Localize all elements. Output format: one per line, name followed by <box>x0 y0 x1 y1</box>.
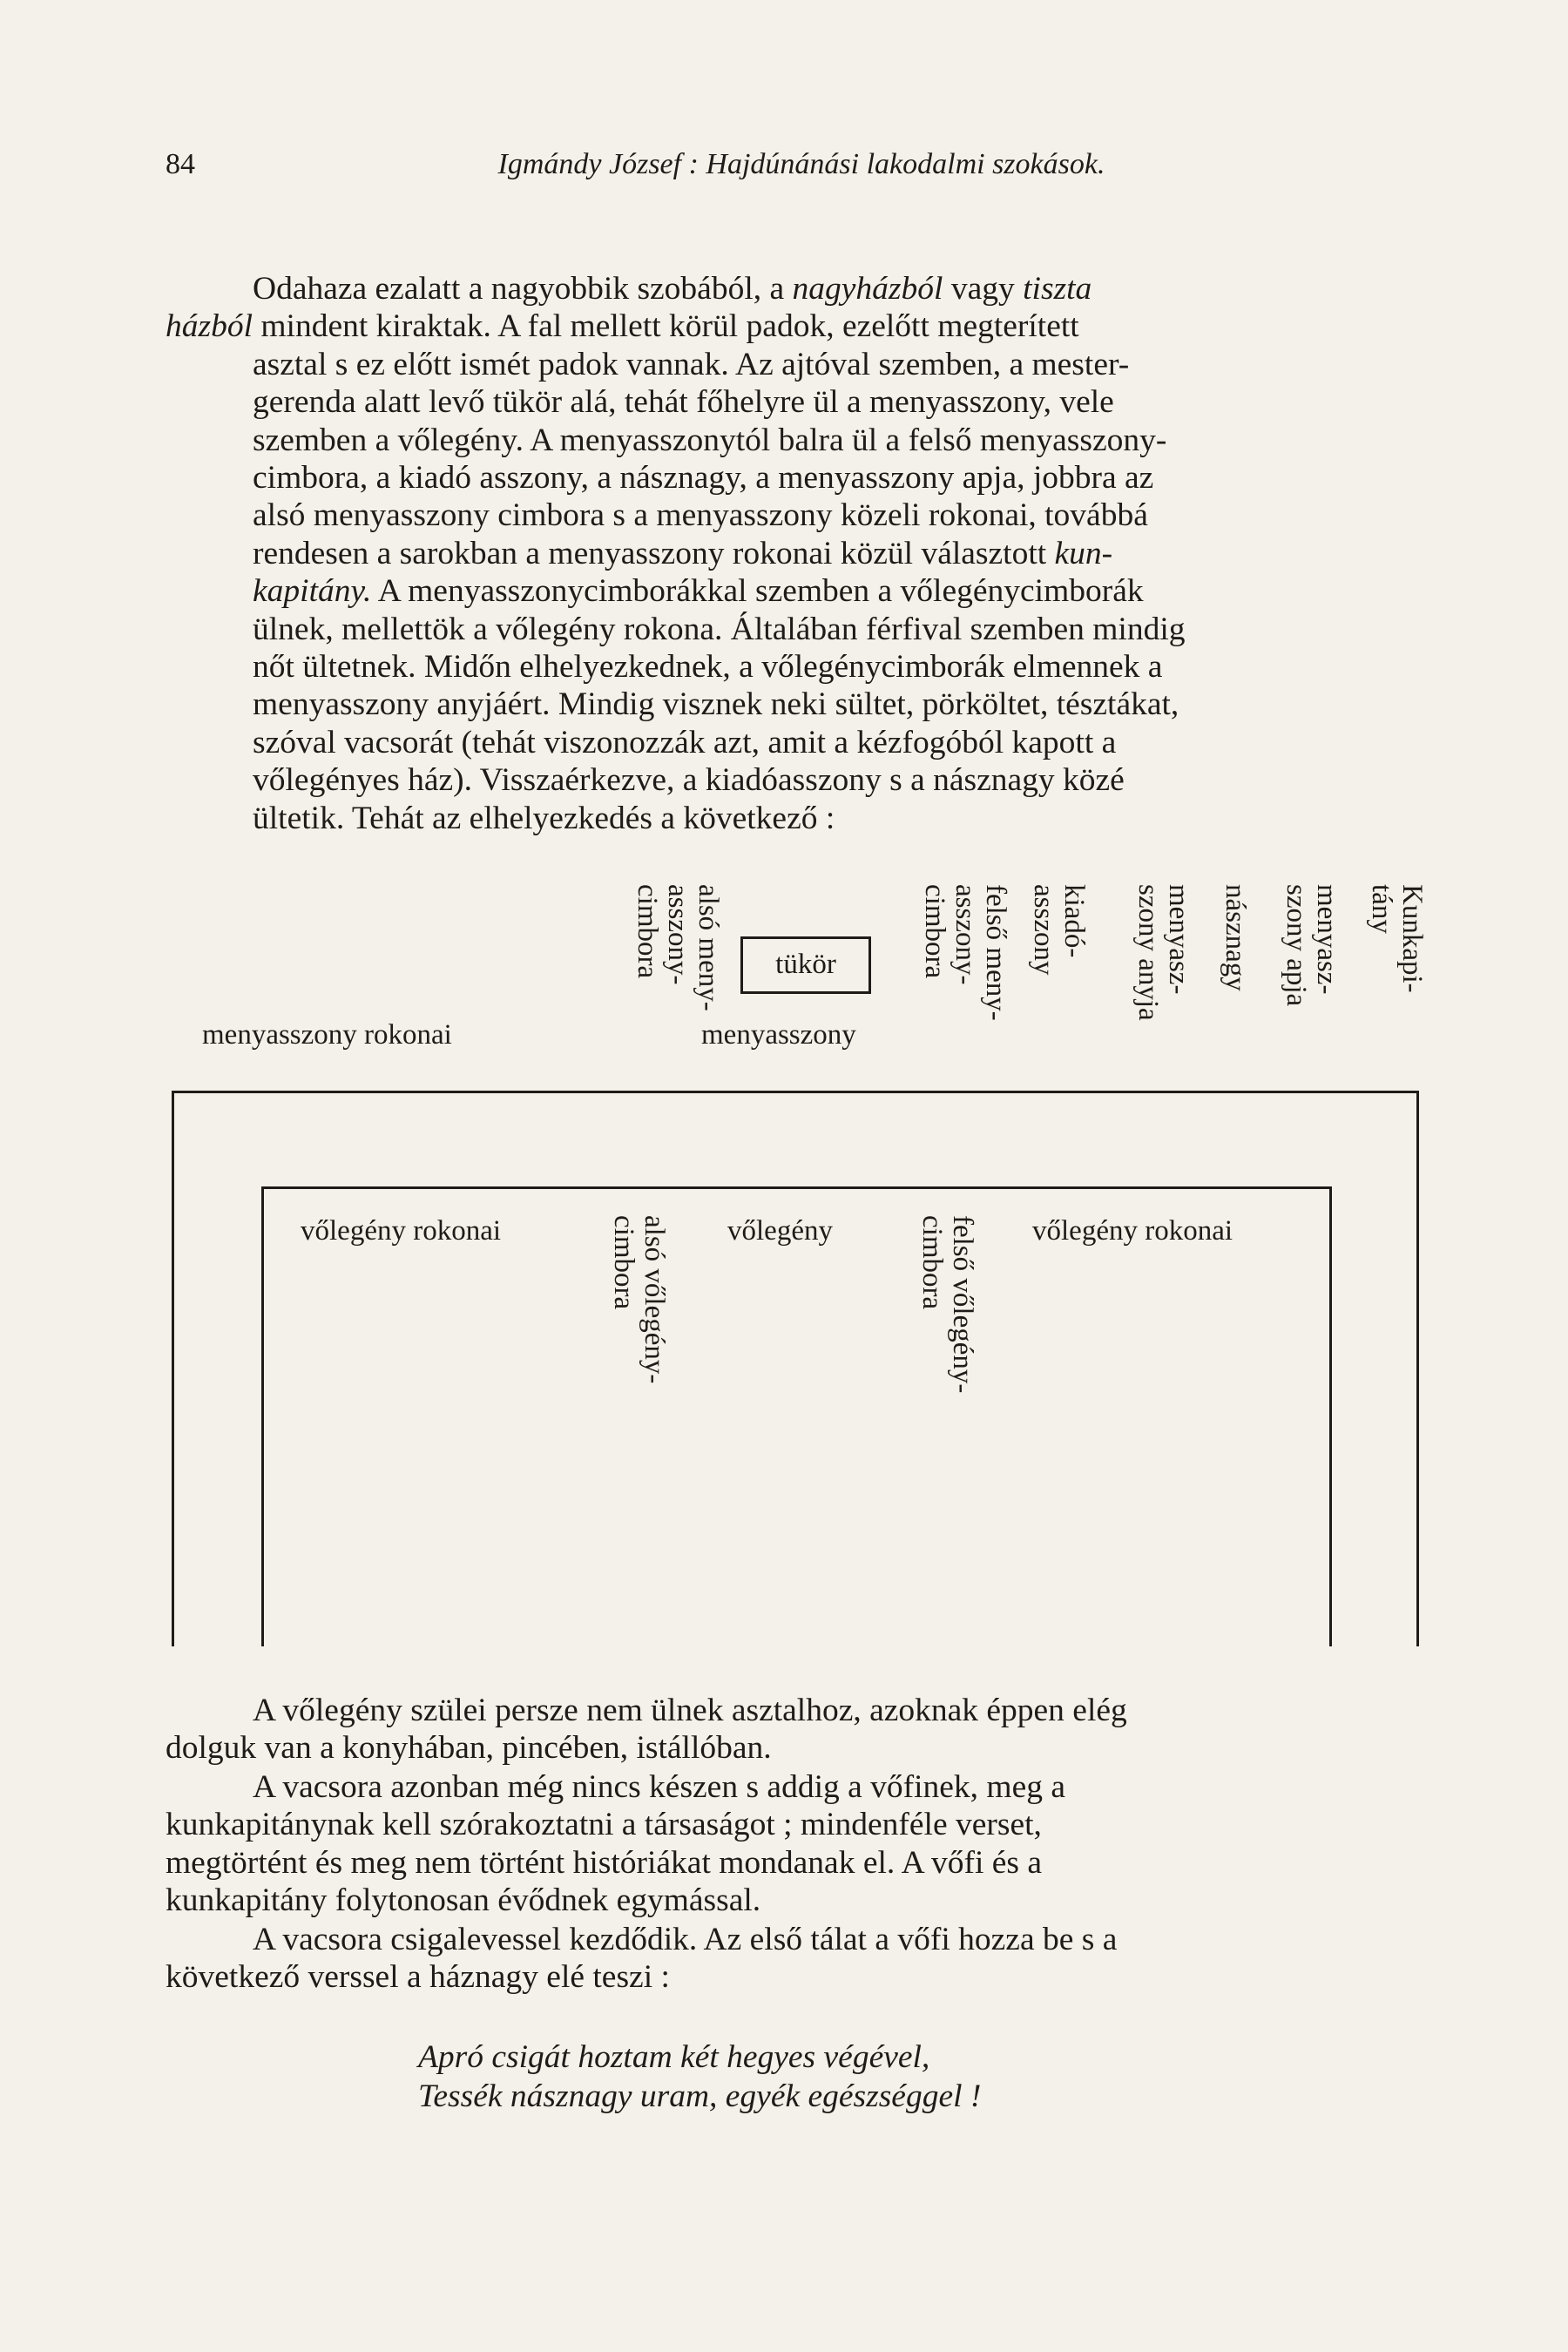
label-kunkapitany: Kunkapi- tány <box>1366 884 1428 993</box>
paragraph-soup: A vacsora csigalevessel kezdődik. Az első tálat a vőfi hozza be s a következő verssel a háznagy elé teszi : <box>166 1922 1118 1996</box>
inner-table-left <box>261 1186 264 1646</box>
label-also-menyasszony-cimbora: alsó meny- asszony- cimbora <box>632 884 724 1011</box>
label-menyasszony-anyja: menyasz- szony anyja <box>1132 884 1194 1021</box>
inner-table-top <box>261 1186 1331 1189</box>
paragraph-entertainment: A vacsora azonban még nincs készen s addig a vőfinek, meg a kunkapitánynak kell szórakoztatni a társaságot ; mindenféle verset, megtörtént és meg nem történt históriákat mondanak el. A vőfi és a kunkapitány folytonosan évődnek egymással. <box>166 1769 1066 1919</box>
label-felso-volegeny-cimbora: felső vőlegény- cimbora <box>916 1215 978 1394</box>
outer-table-right <box>1416 1091 1419 1646</box>
label-kiado-asszony: kiadó- asszony <box>1028 884 1090 976</box>
label-menyasszony-rokonai: menyasszony rokonai <box>202 1019 452 1051</box>
paragraph-seating-intro: Odahaza ezalatt a nagyobbik szobából, a nagyházból vagy tiszta házból mindent kiraktak. A fal mellett körül padok, ezelőtt megterített asztal s ez előtt ismét padok vannak. Az ajtóval szemben, a mester- gerenda alatt levő tükör alá, tehát főhelyre ül a menyasszony, vele szemben a vőlegény. A menyasszonytól balra ül a felső menyasszony- cimbora, a kiadó asszony, a násznagy, a menyasszony apja, jobbra az alsó menyasszony cimbora s a menyasszony közeli rokonai, továbbá rendesen a sarokban a menyasszony rokonai közül választott kun- kapitány. A menyasszonycimborákkal szemben a vőlegénycimborák ülnek, mellettök a vőlegény rokona. Általában férfival szemben mindig nőt ültetnek. Midőn elhelyezkednek, a vőlegénycimborák elmennek a menyasszony anyjáért. Mindig visznek neki sültet, pörköltet, tésztákat, szóval vacsorát (tehát viszonozzák azt, amit a kézfogóból kapott a vőlegényes ház). Visszaérkezve, a kiadóasszony s a násznagy közé ültetik. Tehát az elhelyezkedés a következő : <box>166 271 1186 836</box>
label-menyasszony: menyasszony <box>701 1019 856 1051</box>
label-also-volegeny-cimbora: alsó vőlegény- cimbora <box>608 1215 670 1384</box>
label-nasznagy: násznagy <box>1220 884 1251 991</box>
inner-table-right <box>1329 1186 1332 1646</box>
mirror-box: tükör <box>740 936 871 994</box>
label-volegeny-rokonai-right: vőlegény rokonai <box>1032 1215 1233 1247</box>
label-menyasszony-apja: menyasz- szony apja <box>1281 884 1342 1007</box>
label-volegeny: vőlegény <box>727 1215 833 1247</box>
running-title: Igmándy József : Hajdúnánási lakodalmi szokások. <box>497 148 1105 180</box>
verse-line-1: Apró csigát hoztam két hegyes végével, <box>418 2039 930 2075</box>
verse-line-2: Tessék násznagy uram, egyék egészséggel ! <box>418 2078 982 2114</box>
outer-table-top <box>172 1091 1419 1093</box>
label-felso-menyasszony-cimbora: felső meny- asszony- cimbora <box>919 884 1011 1021</box>
page-number: 84 <box>166 148 195 180</box>
outer-table-left <box>172 1091 174 1646</box>
label-volegeny-rokonai-left: vőlegény rokonai <box>301 1215 502 1247</box>
paragraph-parents: A vőlegény szülei persze nem ülnek asztalhoz, azoknak éppen elég dolguk van a konyhában, pincében, istállóban. <box>166 1693 1127 1767</box>
